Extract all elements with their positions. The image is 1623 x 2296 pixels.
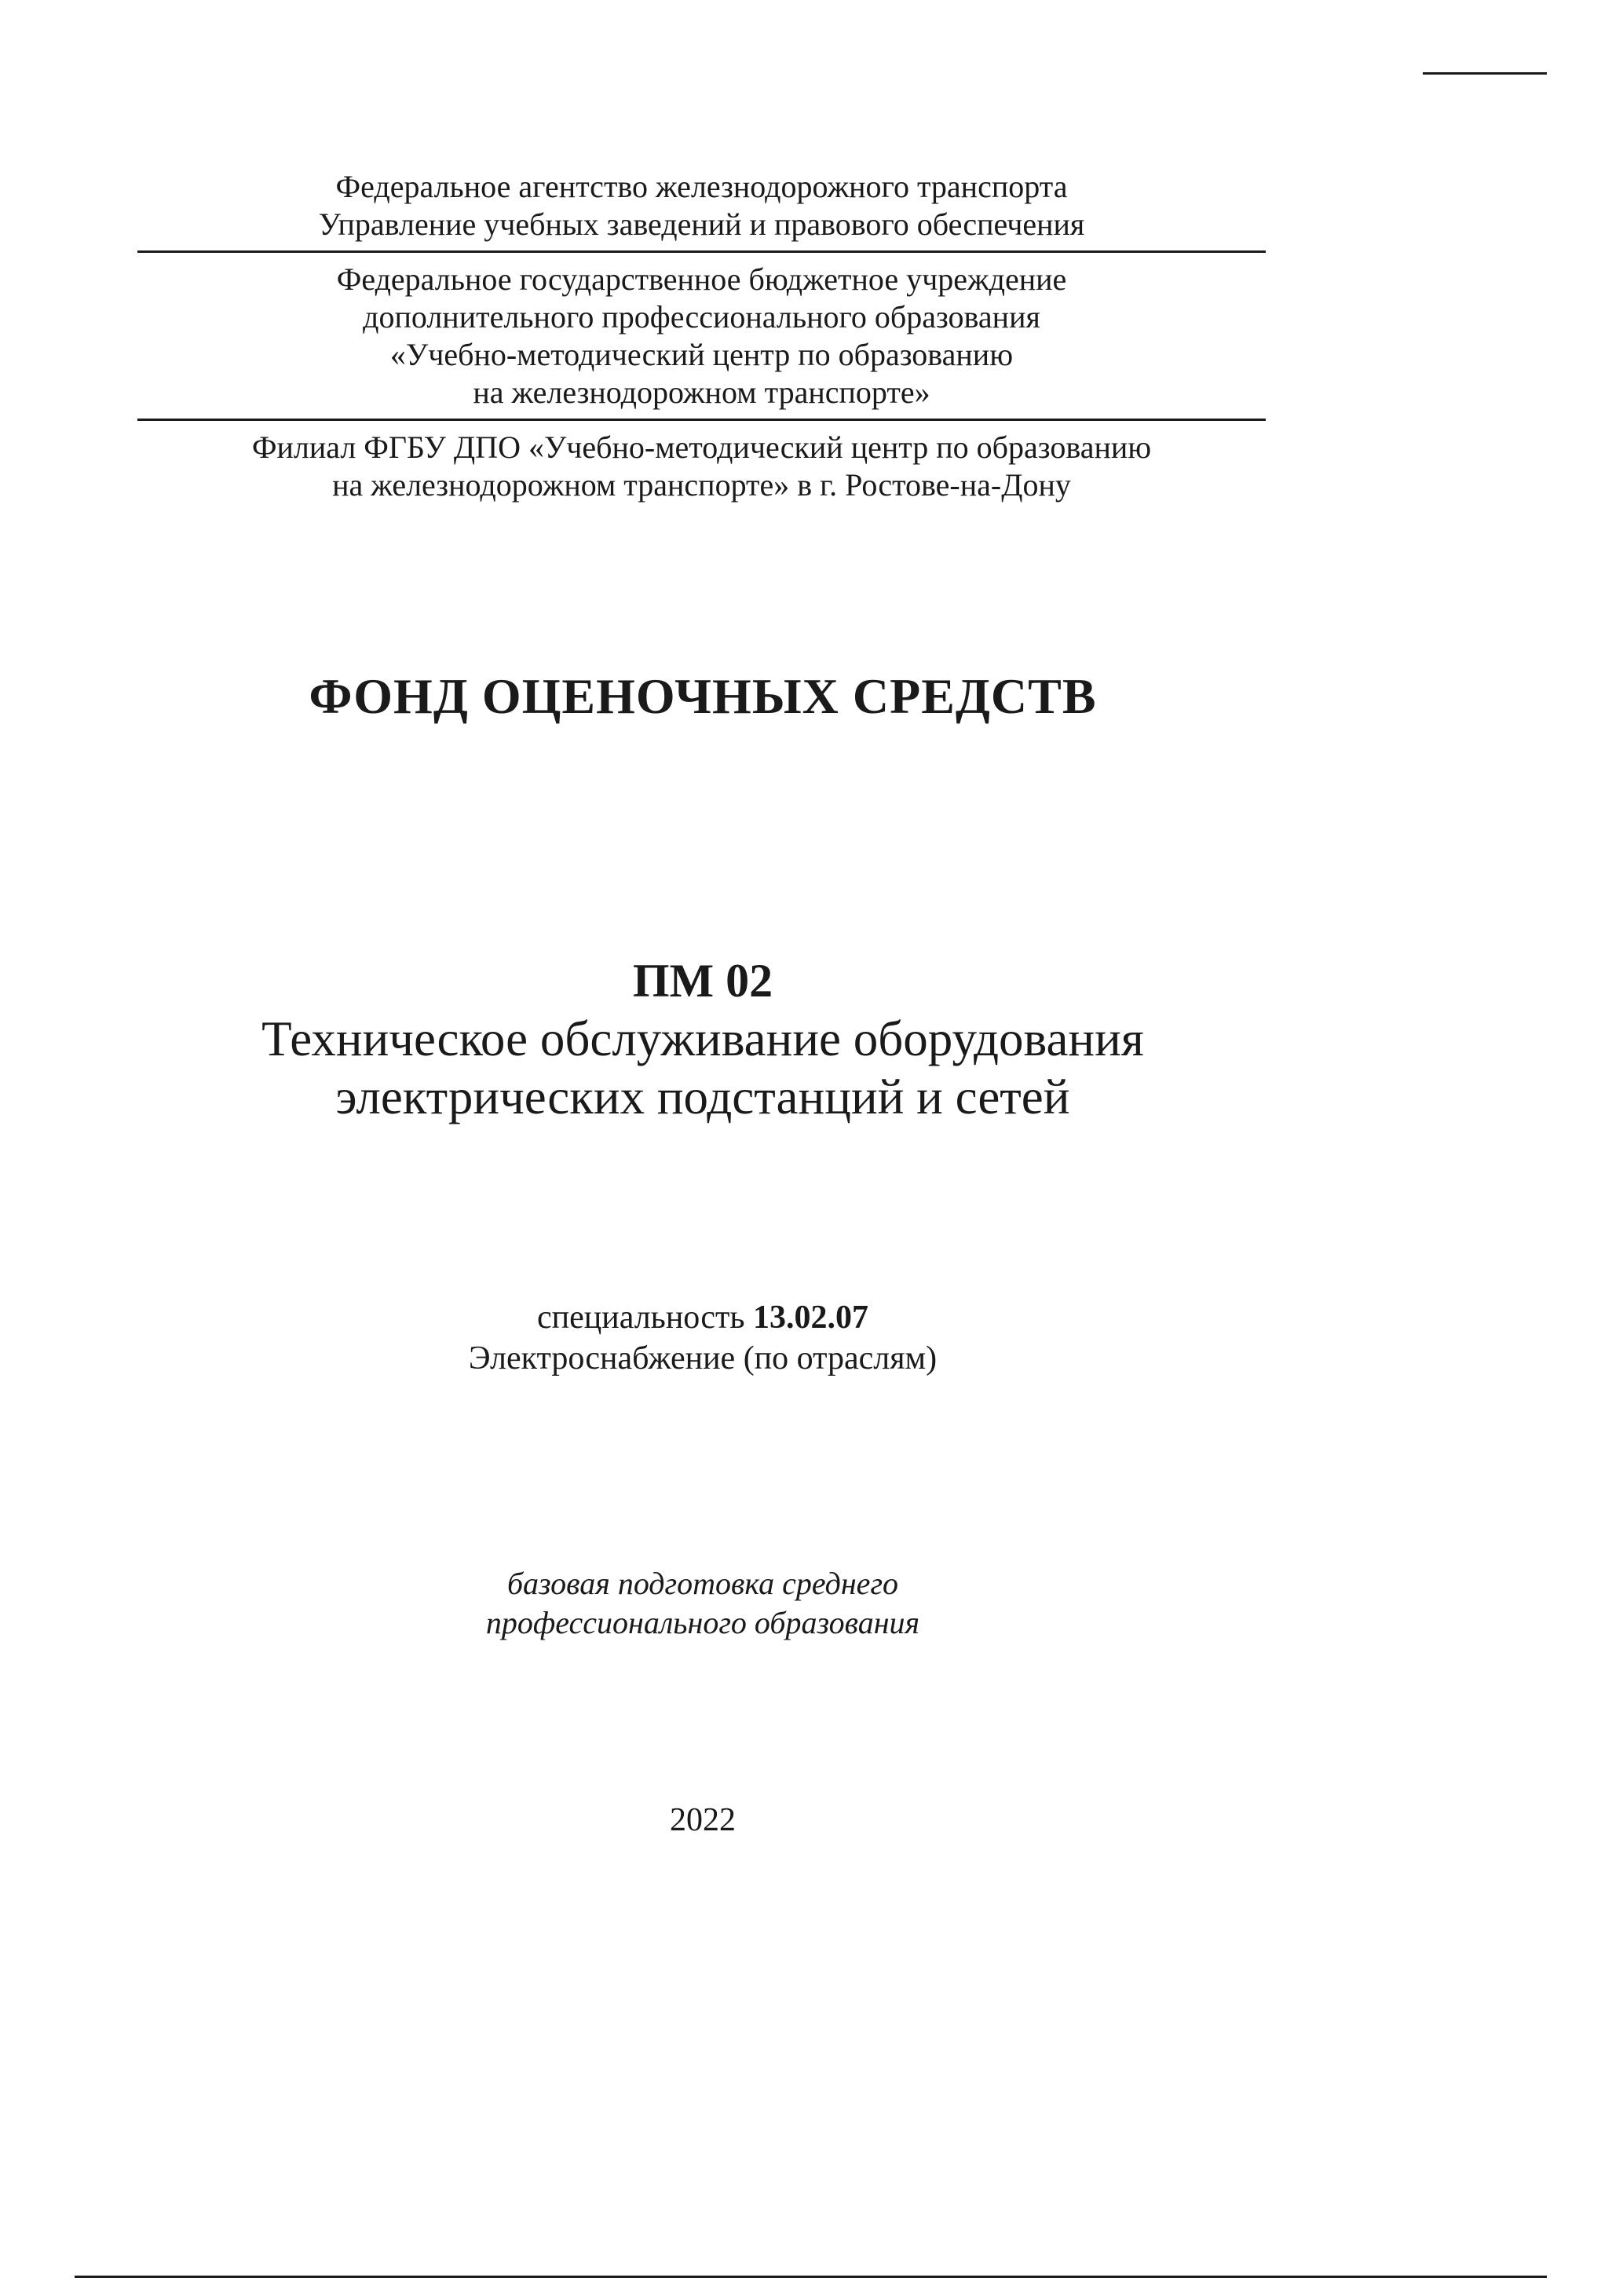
page-title: ФОНД ОЦЕНОЧНЫХ СРЕДСТВ xyxy=(309,668,1097,724)
specialty-name: Электроснабжение (по отраслям) xyxy=(468,1340,938,1377)
agency-block xyxy=(137,168,1266,243)
module-name-line: Техническое обслуживание оборудования xyxy=(261,1011,1144,1066)
header xyxy=(137,168,1266,504)
institution-line: дополнительного профессионального образования xyxy=(363,299,1040,335)
specialty-prefix: специальность xyxy=(536,1300,753,1336)
module-name-line: электрических подстанций и сетей xyxy=(335,1069,1070,1124)
module-block xyxy=(0,952,1406,1126)
specialty-code: 13.02.07 xyxy=(753,1300,868,1336)
institution-line: «Учебно-методический центр по образованию xyxy=(389,337,1014,372)
bottom-rule xyxy=(75,2276,1547,2278)
training-level xyxy=(0,1564,1406,1643)
header-divider xyxy=(137,419,1266,421)
branch-line: Филиал ФГБУ ДПО «Учебно-методический центр по образованию xyxy=(251,430,1152,465)
specialty-line xyxy=(0,1297,1406,1338)
branch-block xyxy=(137,429,1266,504)
agency-line: Управление учебных заведений и правового обеспечения xyxy=(318,207,1085,242)
training-line: базовая подготовка среднего xyxy=(506,1566,899,1601)
module-code: ПМ 02 xyxy=(632,955,773,1007)
institution-line: на железнодорожном транспорте» xyxy=(473,375,930,410)
specialty-block xyxy=(0,1297,1406,1379)
institution-line: Федеральное государственное бюджетное учреждение xyxy=(336,261,1067,297)
agency-line: Федеральное агентство железнодорожного транспорта xyxy=(335,169,1068,204)
year: 2022 xyxy=(670,1802,736,1838)
training-line: профессионального образования xyxy=(485,1605,920,1640)
header-divider xyxy=(137,250,1266,253)
institution-block xyxy=(137,261,1266,411)
corner-rule xyxy=(1423,72,1547,75)
branch-line: на железнодорожном транспорте» в г. Ростове-на-Дону xyxy=(332,467,1071,503)
